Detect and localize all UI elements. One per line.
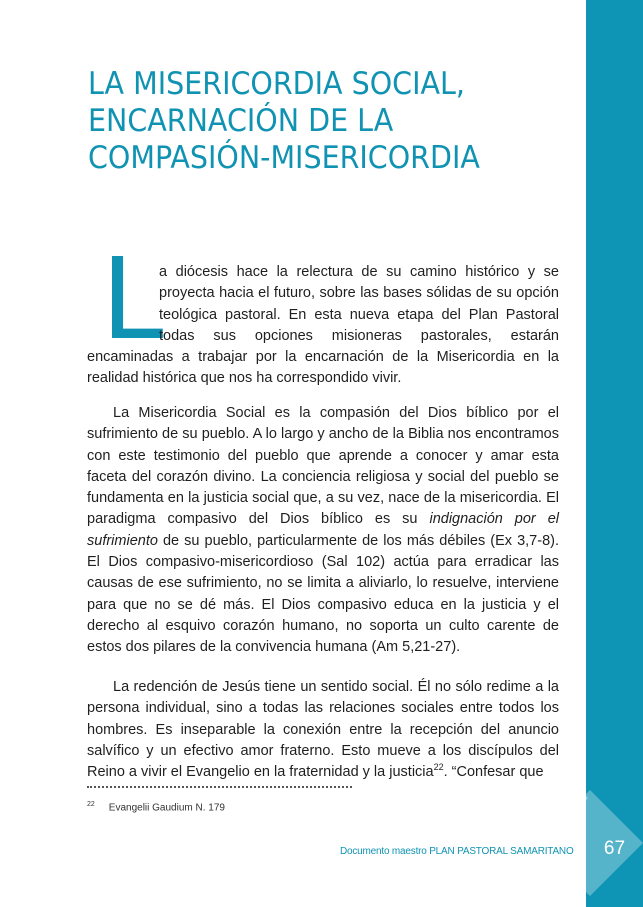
- intro-line-4: todas sus opciones misioneras pastorales, estarán: [159, 327, 559, 344]
- paragraph2-part1: La Misericordia Social es la compasión del Dios bíblico por el sufrimiento de su pueblo. A lo largo y ancho de la Biblia nos encontramos con este testimonio del pueblo que aprende a conocer y amar esta faceta del corazón divino. La conciencia religiosa y social del pueblo se fundamenta en la justicia social que, a su vez, nace de la misericordia. El paradigma compasivo del Dios bíblico es su: [87, 405, 559, 528]
- drop-cap: L: [101, 235, 164, 365]
- footnote-separator: [87, 786, 352, 788]
- paragraph3-text: La redención de Jesús tiene un sentido social. Él no sólo redime a la persona individual, sino a todas las relaciones sociales entre todos los hombres. Es inseparable la conexión entre la recepción del anuncio salvífico y un efectivo amor fraterno. Esto mueve a los discípulos del Reino a vivir el Evangelio en la fraternidad y la justicia: [87, 679, 559, 781]
- paragraph-misericordia-social: [87, 403, 559, 659]
- paragraph-redencion: [87, 677, 559, 783]
- footnote-number: 22: [87, 801, 95, 808]
- intro-line-2: proyecta hacia el futuro, sobre las bases sólidas de su opción: [159, 285, 559, 302]
- page-title: [88, 66, 520, 177]
- paragraph3-after: . “Confesar que: [443, 764, 544, 781]
- intro-paragraph: [87, 262, 559, 390]
- intro-rest: encaminadas a trabajar por la encarnación de la Misericordia en la realidad histórica que nos ha correspondido vivir.: [87, 349, 559, 387]
- footnote: [87, 801, 225, 813]
- footer-label: Documento maestro PLAN PASTORAL SAMARITANO: [340, 846, 574, 857]
- footnote-text: Evangelii Gaudium N. 179: [108, 802, 225, 814]
- paragraph2-emphasis: indignación por el sufrimiento: [87, 511, 560, 549]
- intro-line-1: a diócesis hace la relectura de su camino histórico y se: [159, 264, 559, 280]
- paragraph2-part2: de su pueblo, particularmente de los más débiles (Ex 3,7-8). El Dios compasivo-misericordioso (Sal 102) actúa para erradicar las causas de ese sufrimiento, no se limita a aliviarlo, lo resuelve, interviene para que no se dé más. El Dios compasivo educa en la justicia y el derecho al esquivo corazón humano, no soporta un culto carente de estos dos pilares de la convivencia humana (Am 5,21-27).: [87, 532, 559, 656]
- intro-indented-block: [87, 262, 559, 347]
- intro-line-3: teológica pastoral. En esta nueva etapa del Plan Pastoral: [159, 306, 559, 323]
- title-line-3: COMPASIÓN-MISERICORDIA: [88, 140, 480, 176]
- footnote-reference[interactable]: 22: [433, 762, 444, 773]
- page-number: 67: [603, 838, 626, 859]
- title-line-2: ENCARNACIÓN DE LA: [88, 103, 394, 139]
- title-line-1: LA MISERICORDIA SOCIAL,: [88, 66, 465, 102]
